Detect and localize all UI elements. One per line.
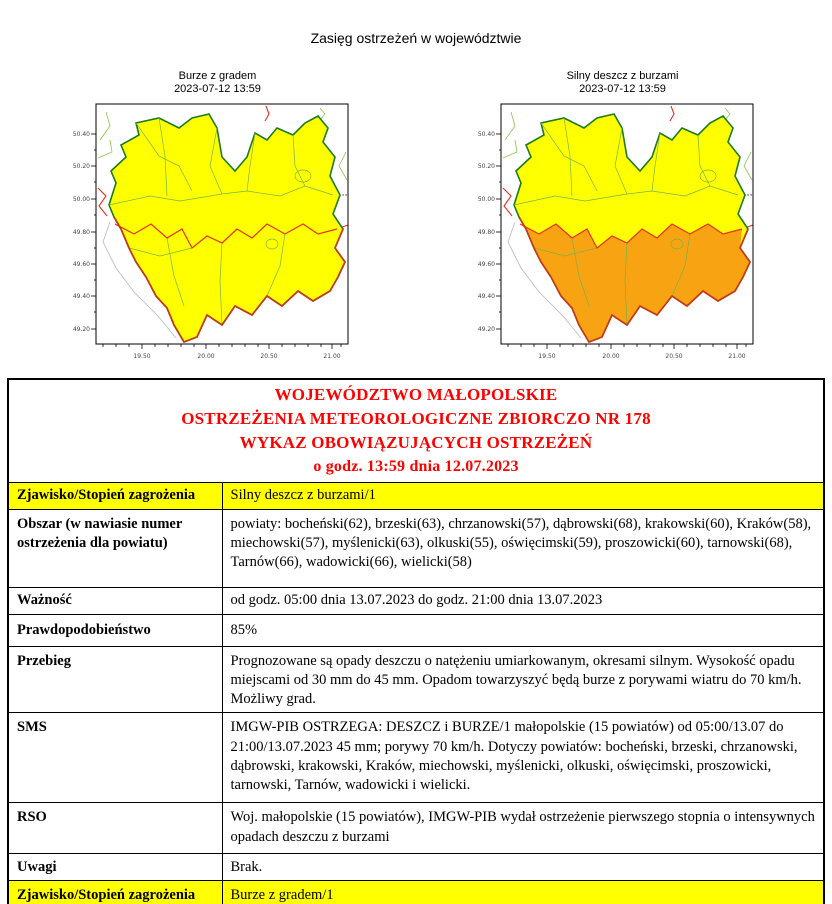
row-label: RSO (8, 803, 222, 854)
malopolska-map-left (70, 96, 365, 368)
svg-text:20.00: 20.00 (197, 353, 215, 360)
row-value: 85% (222, 615, 824, 647)
svg-text:21.00: 21.00 (323, 353, 341, 360)
map-title-left: Burze z gradem (178, 70, 257, 82)
row-przebieg (8, 647, 824, 713)
row-value: Silny deszcz z burzami/1 (222, 483, 824, 510)
svg-text:49.60: 49.60 (72, 261, 90, 268)
row-value: Burze z gradem/1 (222, 881, 824, 904)
warnings-table-wrap (7, 378, 825, 904)
row-value: Prognozowane są opady deszczu o natężeniu umiarkowanym, okresami silnym. Wysokość opadu miejscami od 30 mm do 45 mm. Opadom towarzyszyć będą burze z porywami wiatru do 70 km/h. Możliwy grad. (222, 647, 824, 713)
page-title: Zasięg ostrzeżeń w województwie (310, 30, 522, 46)
table-header-cell (8, 379, 824, 483)
row-label: Przebieg (8, 647, 222, 713)
row-value: Brak. (222, 854, 824, 881)
svg-text:50.40: 50.40 (72, 131, 90, 138)
x-tick-labels (538, 353, 745, 360)
row-zjawisko-stopien-2 (8, 881, 824, 904)
row-zjawisko-stopien-1 (8, 483, 824, 510)
svg-text:21.00: 21.00 (728, 353, 746, 360)
row-value: od godz. 05:00 dnia 13.07.2023 do godz. 21:00 dnia 13.07.2023 (222, 588, 824, 615)
header-line-bulletin-number: OSTRZEŻENIA METEOROLOGICZNE ZBIORCZO NR 178 (181, 409, 651, 428)
table-header-row (8, 379, 824, 483)
x-tick-labels (133, 353, 340, 360)
svg-text:19.50: 19.50 (133, 353, 151, 360)
map-datetime-right: 2023-07-12 13:59 (579, 83, 666, 95)
row-label: Obszar (w nawiasie numer ostrzeżenia dla powiatu) (8, 510, 222, 588)
row-uwagi (8, 854, 824, 881)
map-caption-right (475, 70, 770, 96)
row-label: Prawdopodobieństwo (8, 615, 222, 647)
header-line-list-title: WYKAZ OBOWIĄZUJĄCYCH OSTRZEŻEŃ (239, 433, 593, 452)
row-sms (8, 713, 824, 803)
svg-text:50.20: 50.20 (72, 163, 90, 170)
row-label: Uwagi (8, 854, 222, 881)
svg-text:50.00: 50.00 (477, 196, 495, 203)
row-label: SMS (8, 713, 222, 803)
row-value: Woj. małopolskie (15 powiatów), IMGW-PIB wydał ostrzeżenie pierwszego stopnia o intensywnych opadach deszczu z burzami (222, 803, 824, 854)
svg-text:49.40: 49.40 (72, 293, 90, 300)
svg-text:49.80: 49.80 (477, 229, 495, 236)
row-obszar (8, 510, 824, 588)
svg-text:50.00: 50.00 (72, 196, 90, 203)
y-tick-labels (73, 131, 90, 333)
row-value: IMGW-PIB OSTRZEGA: DESZCZ i BURZE/1 małopolskie (15 powiatów) od 05:00/13.07 do 21:00/13.07.2023 45 mm; porywy 70 km/h. Dotyczy powiatów: bocheński, brzeski, chrzanowski, dąbrowski, krakowski, Kraków, miechowski, myślenicki, olkuski, oświęcimski, proszowicki, tarnowski, Tarnów, wadowicki i wielicki. (222, 713, 824, 803)
warnings-table (7, 378, 825, 904)
svg-text:49.20: 49.20 (477, 326, 495, 333)
svg-text:49.40: 49.40 (477, 293, 495, 300)
header-line-issue-time: o godz. 13:59 dnia 12.07.2023 (313, 458, 519, 475)
row-label: Zjawisko/Stopień zagrożenia (8, 881, 222, 904)
svg-text:50.40: 50.40 (477, 131, 495, 138)
svg-text:50.20: 50.20 (477, 163, 495, 170)
row-label: Zjawisko/Stopień zagrożenia (8, 483, 222, 510)
row-waznosc (8, 588, 824, 615)
svg-text:19.50: 19.50 (538, 353, 556, 360)
row-value: powiaty: bocheński(62), brzeski(63), chrzanowski(57), dąbrowski(68), krakowski(60), Kraków(58), miechowski(57), myślenicki(63), olkuski(55), oświęcimski(59), proszowicki(60), tarnowski(68), Tarnów(66), wadowicki(66), wielicki(58) (222, 510, 824, 588)
svg-text:20.50: 20.50 (665, 353, 683, 360)
svg-text:49.60: 49.60 (477, 261, 495, 268)
map-datetime-left: 2023-07-12 13:59 (174, 83, 261, 95)
row-rso (8, 803, 824, 854)
svg-text:20.00: 20.00 (602, 353, 620, 360)
header-line-voivodeship: WOJEWÓDZTWO MAŁOPOLSKIE (274, 385, 558, 404)
malopolska-map-right (475, 96, 770, 368)
y-tick-labels (478, 131, 495, 333)
row-label: Ważność (8, 588, 222, 615)
svg-text:49.80: 49.80 (72, 229, 90, 236)
row-prawdopodobienstwo (8, 615, 824, 647)
map-caption-left (70, 70, 365, 96)
map-title-right: Silny deszcz z burzami (566, 70, 679, 82)
svg-text:20.50: 20.50 (260, 353, 278, 360)
svg-text:49.20: 49.20 (72, 326, 90, 333)
